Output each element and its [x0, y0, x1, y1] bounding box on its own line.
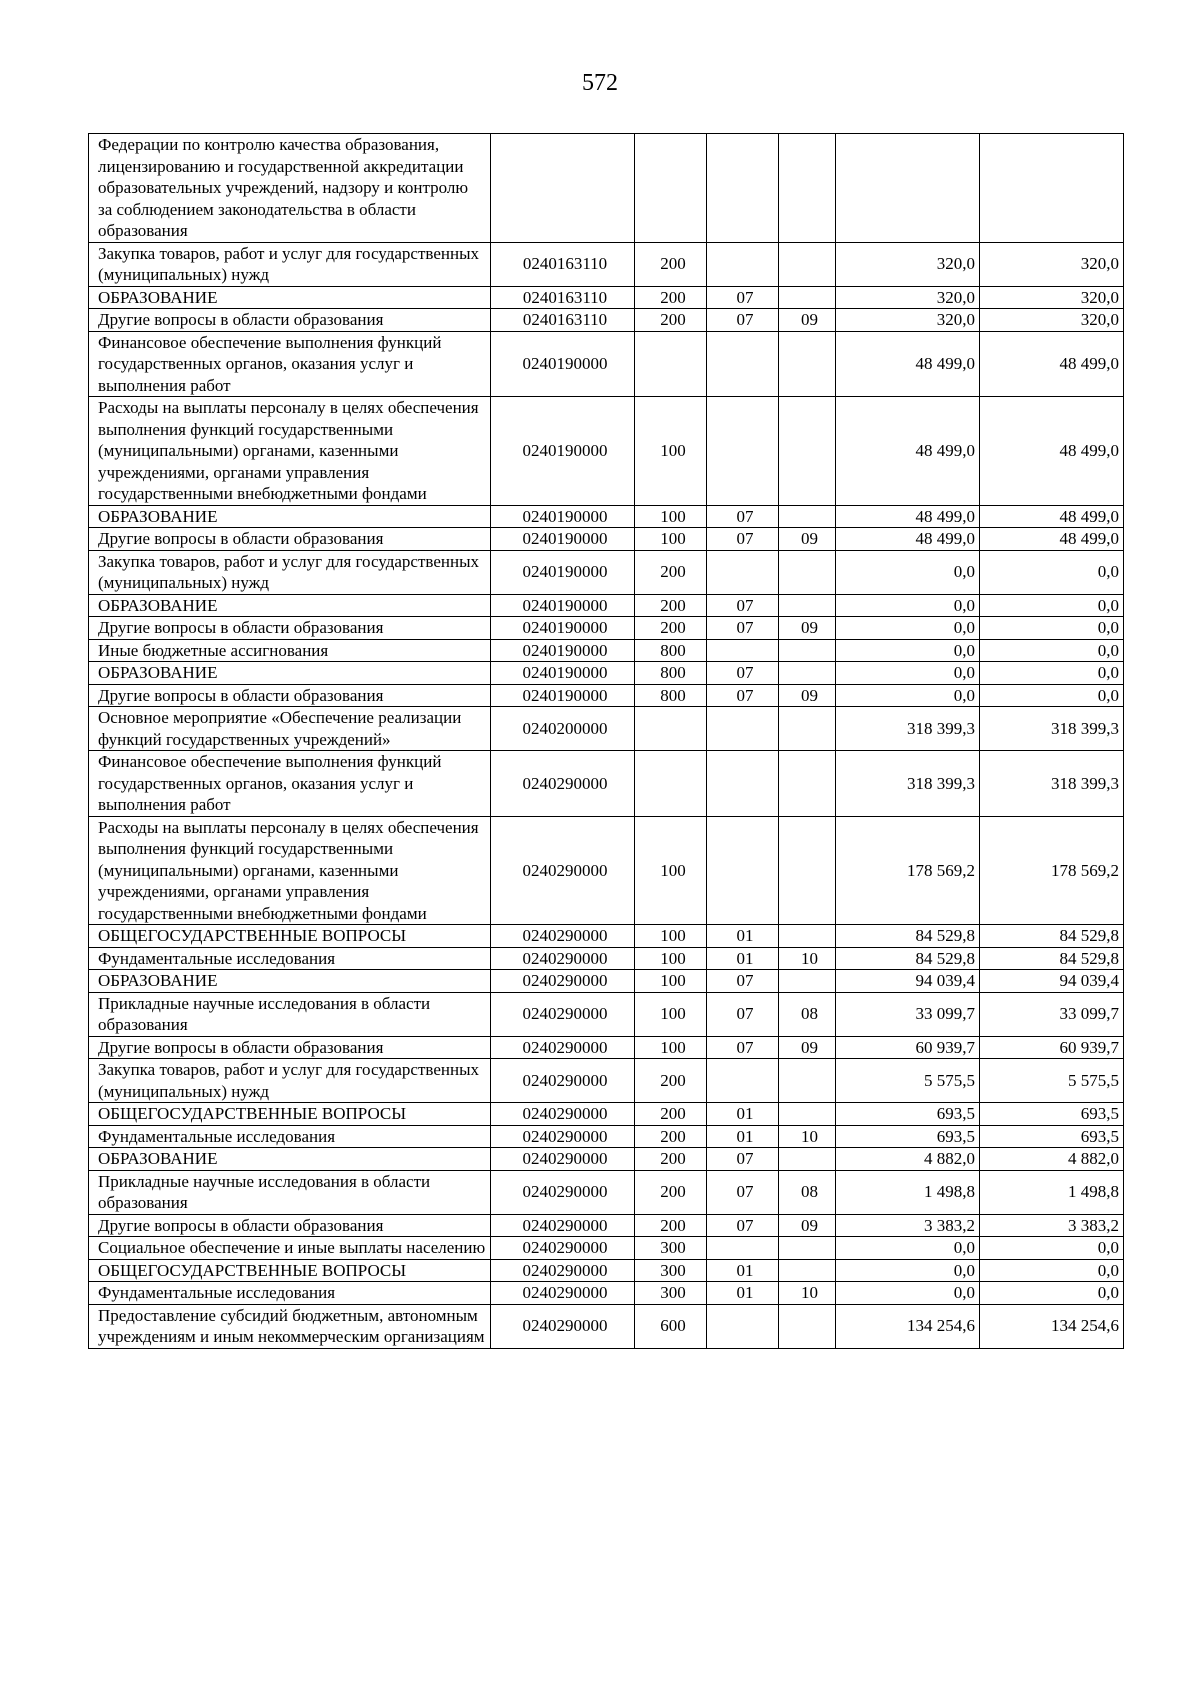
- subsection-cell: [779, 751, 836, 817]
- row-name-cell: ОБРАЗОВАНИЕ: [89, 505, 491, 528]
- row-name-cell: Фундаментальные исследования: [89, 1282, 491, 1305]
- table-row: [89, 1170, 1124, 1214]
- expense-type-cell: 200: [635, 1214, 707, 1237]
- target-article-cell: 0240163110: [491, 242, 635, 286]
- subsection-cell: [779, 925, 836, 948]
- amount-year-2-cell: 84 529,8: [980, 947, 1124, 970]
- budget-table-body: [89, 134, 1124, 1349]
- amount-year-1-cell: 48 499,0: [836, 505, 980, 528]
- section-cell: 07: [707, 1148, 779, 1171]
- table-row: [89, 662, 1124, 685]
- amount-year-2-cell: 48 499,0: [980, 528, 1124, 551]
- expense-type-cell: 200: [635, 1148, 707, 1171]
- section-cell: 07: [707, 594, 779, 617]
- amount-year-1-cell: 84 529,8: [836, 925, 980, 948]
- target-article-cell: 0240190000: [491, 331, 635, 397]
- target-article-cell: 0240290000: [491, 1282, 635, 1305]
- target-article-cell: 0240290000: [491, 1237, 635, 1260]
- amount-year-1-cell: 0,0: [836, 684, 980, 707]
- subsection-cell: [779, 707, 836, 751]
- section-cell: 07: [707, 286, 779, 309]
- row-name-cell: Другие вопросы в области образования: [89, 528, 491, 551]
- subsection-cell: [779, 1304, 836, 1348]
- table-row: [89, 751, 1124, 817]
- expense-type-cell: 800: [635, 639, 707, 662]
- section-cell: [707, 1059, 779, 1103]
- expense-type-cell: 100: [635, 816, 707, 925]
- expense-type-cell: 200: [635, 594, 707, 617]
- subsection-cell: [779, 1103, 836, 1126]
- section-cell: 01: [707, 947, 779, 970]
- amount-year-2-cell: 48 499,0: [980, 505, 1124, 528]
- target-article-cell: 0240290000: [491, 751, 635, 817]
- table-row: [89, 1103, 1124, 1126]
- subsection-cell: 09: [779, 1214, 836, 1237]
- row-name-cell: Прикладные научные исследования в области образования: [89, 992, 491, 1036]
- row-name-cell: ОБРАЗОВАНИЕ: [89, 594, 491, 617]
- subsection-cell: [779, 1148, 836, 1171]
- target-article-cell: 0240290000: [491, 1170, 635, 1214]
- row-name-cell: Другие вопросы в области образования: [89, 617, 491, 640]
- table-row: [89, 134, 1124, 243]
- target-article-cell: 0240190000: [491, 505, 635, 528]
- expense-type-cell: 100: [635, 397, 707, 506]
- expense-type-cell: 100: [635, 528, 707, 551]
- amount-year-1-cell: 693,5: [836, 1103, 980, 1126]
- expense-type-cell: 200: [635, 309, 707, 332]
- expense-type-cell: 800: [635, 662, 707, 685]
- subsection-cell: [779, 594, 836, 617]
- section-cell: 07: [707, 970, 779, 993]
- section-cell: 01: [707, 1259, 779, 1282]
- amount-year-1-cell: 178 569,2: [836, 816, 980, 925]
- target-article-cell: 0240190000: [491, 639, 635, 662]
- amount-year-2-cell: 0,0: [980, 662, 1124, 685]
- section-cell: 07: [707, 992, 779, 1036]
- row-name-cell: Фундаментальные исследования: [89, 1125, 491, 1148]
- subsection-cell: [779, 286, 836, 309]
- amount-year-1-cell: 4 882,0: [836, 1148, 980, 1171]
- subsection-cell: 10: [779, 1125, 836, 1148]
- row-name-cell: Основное мероприятие «Обеспечение реализации функций государственных учреждений»: [89, 707, 491, 751]
- target-article-cell: 0240290000: [491, 947, 635, 970]
- budget-table: [88, 133, 1124, 1349]
- target-article-cell: 0240190000: [491, 550, 635, 594]
- expense-type-cell: 200: [635, 1103, 707, 1126]
- expense-type-cell: 200: [635, 1125, 707, 1148]
- section-cell: 01: [707, 1282, 779, 1305]
- section-cell: 07: [707, 617, 779, 640]
- amount-year-2-cell: 0,0: [980, 617, 1124, 640]
- amount-year-1-cell: 1 498,8: [836, 1170, 980, 1214]
- row-name-cell: Закупка товаров, работ и услуг для государственных (муниципальных) нужд: [89, 1059, 491, 1103]
- amount-year-2-cell: 0,0: [980, 684, 1124, 707]
- row-name-cell: Другие вопросы в области образования: [89, 1036, 491, 1059]
- amount-year-2-cell: 320,0: [980, 309, 1124, 332]
- expense-type-cell: 300: [635, 1282, 707, 1305]
- table-row: [89, 1282, 1124, 1305]
- amount-year-1-cell: 60 939,7: [836, 1036, 980, 1059]
- target-article-cell: 0240290000: [491, 1125, 635, 1148]
- expense-type-cell: 600: [635, 1304, 707, 1348]
- expense-type-cell: 800: [635, 684, 707, 707]
- expense-type-cell: [635, 134, 707, 243]
- target-article-cell: 0240163110: [491, 286, 635, 309]
- expense-type-cell: 100: [635, 1036, 707, 1059]
- amount-year-1-cell: 320,0: [836, 286, 980, 309]
- amount-year-1-cell: 0,0: [836, 617, 980, 640]
- amount-year-2-cell: 0,0: [980, 1282, 1124, 1305]
- target-article-cell: 0240200000: [491, 707, 635, 751]
- expense-type-cell: 100: [635, 505, 707, 528]
- expense-type-cell: 200: [635, 242, 707, 286]
- subsection-cell: [779, 639, 836, 662]
- target-article-cell: 0240290000: [491, 1059, 635, 1103]
- subsection-cell: [779, 1259, 836, 1282]
- amount-year-2-cell: 178 569,2: [980, 816, 1124, 925]
- expense-type-cell: [635, 707, 707, 751]
- target-article-cell: 0240290000: [491, 1148, 635, 1171]
- amount-year-1-cell: 0,0: [836, 1237, 980, 1260]
- expense-type-cell: 300: [635, 1237, 707, 1260]
- table-row: [89, 1237, 1124, 1260]
- expense-type-cell: 200: [635, 550, 707, 594]
- amount-year-2-cell: 320,0: [980, 286, 1124, 309]
- subsection-cell: 10: [779, 1282, 836, 1305]
- table-row: [89, 707, 1124, 751]
- row-name-cell: Закупка товаров, работ и услуг для государственных (муниципальных) нужд: [89, 242, 491, 286]
- section-cell: [707, 550, 779, 594]
- subsection-cell: [779, 331, 836, 397]
- target-article-cell: [491, 134, 635, 243]
- section-cell: 07: [707, 528, 779, 551]
- section-cell: [707, 242, 779, 286]
- target-article-cell: 0240190000: [491, 528, 635, 551]
- section-cell: [707, 1237, 779, 1260]
- target-article-cell: 0240190000: [491, 617, 635, 640]
- table-row: [89, 1125, 1124, 1148]
- amount-year-2-cell: 1 498,8: [980, 1170, 1124, 1214]
- subsection-cell: 09: [779, 684, 836, 707]
- table-row: [89, 992, 1124, 1036]
- section-cell: 07: [707, 662, 779, 685]
- target-article-cell: 0240290000: [491, 1214, 635, 1237]
- amount-year-1-cell: 318 399,3: [836, 707, 980, 751]
- row-name-cell: Фундаментальные исследования: [89, 947, 491, 970]
- amount-year-2-cell: 0,0: [980, 639, 1124, 662]
- amount-year-1-cell: 48 499,0: [836, 397, 980, 506]
- amount-year-2-cell: 0,0: [980, 594, 1124, 617]
- table-row: [89, 309, 1124, 332]
- table-row: [89, 1059, 1124, 1103]
- expense-type-cell: [635, 751, 707, 817]
- amount-year-2-cell: 0,0: [980, 550, 1124, 594]
- expense-type-cell: [635, 331, 707, 397]
- amount-year-2-cell: 4 882,0: [980, 1148, 1124, 1171]
- table-row: [89, 505, 1124, 528]
- section-cell: 07: [707, 1170, 779, 1214]
- amount-year-2-cell: 94 039,4: [980, 970, 1124, 993]
- amount-year-1-cell: 5 575,5: [836, 1059, 980, 1103]
- amount-year-1-cell: 84 529,8: [836, 947, 980, 970]
- target-article-cell: 0240290000: [491, 816, 635, 925]
- amount-year-2-cell: 60 939,7: [980, 1036, 1124, 1059]
- expense-type-cell: 100: [635, 970, 707, 993]
- amount-year-2-cell: 318 399,3: [980, 707, 1124, 751]
- table-row: [89, 1259, 1124, 1282]
- table-row: [89, 528, 1124, 551]
- table-row: [89, 594, 1124, 617]
- table-row: [89, 925, 1124, 948]
- section-cell: [707, 639, 779, 662]
- row-name-cell: ОБРАЗОВАНИЕ: [89, 1148, 491, 1171]
- row-name-cell: Другие вопросы в области образования: [89, 684, 491, 707]
- row-name-cell: Иные бюджетные ассигнования: [89, 639, 491, 662]
- section-cell: [707, 397, 779, 506]
- subsection-cell: [779, 1237, 836, 1260]
- section-cell: [707, 1304, 779, 1348]
- expense-type-cell: 100: [635, 992, 707, 1036]
- row-name-cell: Расходы на выплаты персоналу в целях обеспечения выполнения функций государственными (муниципальными) органами, казенными учреждениями, органами управления государственными внебюджетными фондами: [89, 397, 491, 506]
- section-cell: 01: [707, 925, 779, 948]
- amount-year-1-cell: 320,0: [836, 309, 980, 332]
- subsection-cell: [779, 662, 836, 685]
- target-article-cell: 0240190000: [491, 684, 635, 707]
- table-row: [89, 1148, 1124, 1171]
- table-row: [89, 639, 1124, 662]
- expense-type-cell: 100: [635, 925, 707, 948]
- amount-year-2-cell: 134 254,6: [980, 1304, 1124, 1348]
- amount-year-2-cell: 318 399,3: [980, 751, 1124, 817]
- row-name-cell: ОБЩЕГОСУДАРСТВЕННЫЕ ВОПРОСЫ: [89, 925, 491, 948]
- subsection-cell: [779, 505, 836, 528]
- amount-year-1-cell: 0,0: [836, 594, 980, 617]
- subsection-cell: 10: [779, 947, 836, 970]
- table-row: [89, 550, 1124, 594]
- row-name-cell: ОБРАЗОВАНИЕ: [89, 286, 491, 309]
- target-article-cell: 0240290000: [491, 970, 635, 993]
- target-article-cell: 0240190000: [491, 397, 635, 506]
- subsection-cell: [779, 1059, 836, 1103]
- subsection-cell: 09: [779, 617, 836, 640]
- row-name-cell: Федерации по контролю качества образования, лицензированию и государственной аккредитации образовательных учреждений, надзору и контролю за соблюдением законодательства в области образования: [89, 134, 491, 243]
- section-cell: 07: [707, 1036, 779, 1059]
- subsection-cell: 09: [779, 309, 836, 332]
- section-cell: 07: [707, 1214, 779, 1237]
- subsection-cell: [779, 550, 836, 594]
- section-cell: 07: [707, 684, 779, 707]
- target-article-cell: 0240290000: [491, 1036, 635, 1059]
- amount-year-1-cell: 0,0: [836, 639, 980, 662]
- subsection-cell: [779, 242, 836, 286]
- amount-year-2-cell: 48 499,0: [980, 331, 1124, 397]
- expense-type-cell: 300: [635, 1259, 707, 1282]
- target-article-cell: 0240290000: [491, 1304, 635, 1348]
- amount-year-1-cell: 48 499,0: [836, 528, 980, 551]
- amount-year-1-cell: 134 254,6: [836, 1304, 980, 1348]
- table-row: [89, 331, 1124, 397]
- amount-year-2-cell: 84 529,8: [980, 925, 1124, 948]
- expense-type-cell: 200: [635, 286, 707, 309]
- table-row: [89, 1036, 1124, 1059]
- row-name-cell: Закупка товаров, работ и услуг для государственных (муниципальных) нужд: [89, 550, 491, 594]
- amount-year-1-cell: 33 099,7: [836, 992, 980, 1036]
- row-name-cell: Расходы на выплаты персоналу в целях обеспечения выполнения функций государственными (муниципальными) органами, казенными учреждениями, органами управления государственными внебюджетными фондами: [89, 816, 491, 925]
- row-name-cell: ОБЩЕГОСУДАРСТВЕННЫЕ ВОПРОСЫ: [89, 1259, 491, 1282]
- subsection-cell: 08: [779, 992, 836, 1036]
- amount-year-1-cell: 0,0: [836, 662, 980, 685]
- row-name-cell: Другие вопросы в области образования: [89, 309, 491, 332]
- row-name-cell: Предоставление субсидий бюджетным, автономным учреждениям и иным некоммерческим организациям: [89, 1304, 491, 1348]
- table-row: [89, 617, 1124, 640]
- target-article-cell: 0240290000: [491, 992, 635, 1036]
- amount-year-2-cell: [980, 134, 1124, 243]
- amount-year-2-cell: 33 099,7: [980, 992, 1124, 1036]
- subsection-cell: 09: [779, 528, 836, 551]
- amount-year-2-cell: 693,5: [980, 1125, 1124, 1148]
- section-cell: 01: [707, 1103, 779, 1126]
- expense-type-cell: 100: [635, 947, 707, 970]
- table-row: [89, 1214, 1124, 1237]
- amount-year-1-cell: 94 039,4: [836, 970, 980, 993]
- subsection-cell: 09: [779, 1036, 836, 1059]
- row-name-cell: ОБРАЗОВАНИЕ: [89, 662, 491, 685]
- table-row: [89, 1304, 1124, 1348]
- amount-year-1-cell: 0,0: [836, 1282, 980, 1305]
- table-row: [89, 970, 1124, 993]
- target-article-cell: 0240190000: [491, 594, 635, 617]
- section-cell: [707, 816, 779, 925]
- target-article-cell: 0240290000: [491, 925, 635, 948]
- expense-type-cell: 200: [635, 1059, 707, 1103]
- amount-year-1-cell: 320,0: [836, 242, 980, 286]
- section-cell: [707, 134, 779, 243]
- table-row: [89, 242, 1124, 286]
- target-article-cell: 0240190000: [491, 662, 635, 685]
- row-name-cell: Другие вопросы в области образования: [89, 1214, 491, 1237]
- section-cell: 01: [707, 1125, 779, 1148]
- subsection-cell: [779, 816, 836, 925]
- table-row: [89, 684, 1124, 707]
- amount-year-1-cell: [836, 134, 980, 243]
- section-cell: [707, 751, 779, 817]
- amount-year-1-cell: 48 499,0: [836, 331, 980, 397]
- subsection-cell: [779, 970, 836, 993]
- row-name-cell: ОБРАЗОВАНИЕ: [89, 970, 491, 993]
- subsection-cell: 08: [779, 1170, 836, 1214]
- amount-year-2-cell: 0,0: [980, 1237, 1124, 1260]
- subsection-cell: [779, 397, 836, 506]
- table-row: [89, 397, 1124, 506]
- row-name-cell: ОБЩЕГОСУДАРСТВЕННЫЕ ВОПРОСЫ: [89, 1103, 491, 1126]
- table-row: [89, 816, 1124, 925]
- row-name-cell: Финансовое обеспечение выполнения функций государственных органов, оказания услуг и выполнения работ: [89, 331, 491, 397]
- amount-year-1-cell: 0,0: [836, 550, 980, 594]
- section-cell: 07: [707, 309, 779, 332]
- amount-year-2-cell: 320,0: [980, 242, 1124, 286]
- row-name-cell: Прикладные научные исследования в области образования: [89, 1170, 491, 1214]
- target-article-cell: 0240163110: [491, 309, 635, 332]
- target-article-cell: 0240290000: [491, 1103, 635, 1126]
- row-name-cell: Социальное обеспечение и иные выплаты населению: [89, 1237, 491, 1260]
- amount-year-2-cell: 5 575,5: [980, 1059, 1124, 1103]
- amount-year-2-cell: 0,0: [980, 1259, 1124, 1282]
- target-article-cell: 0240290000: [491, 1259, 635, 1282]
- page-number: 572: [582, 70, 618, 96]
- expense-type-cell: 200: [635, 617, 707, 640]
- table-row: [89, 286, 1124, 309]
- table-row: [89, 947, 1124, 970]
- amount-year-2-cell: 48 499,0: [980, 397, 1124, 506]
- section-cell: [707, 331, 779, 397]
- amount-year-1-cell: 318 399,3: [836, 751, 980, 817]
- amount-year-1-cell: 0,0: [836, 1259, 980, 1282]
- subsection-cell: [779, 134, 836, 243]
- amount-year-2-cell: 3 383,2: [980, 1214, 1124, 1237]
- amount-year-1-cell: 693,5: [836, 1125, 980, 1148]
- expense-type-cell: 200: [635, 1170, 707, 1214]
- section-cell: 07: [707, 505, 779, 528]
- section-cell: [707, 707, 779, 751]
- amount-year-1-cell: 3 383,2: [836, 1214, 980, 1237]
- row-name-cell: Финансовое обеспечение выполнения функций государственных органов, оказания услуг и выполнения работ: [89, 751, 491, 817]
- amount-year-2-cell: 693,5: [980, 1103, 1124, 1126]
